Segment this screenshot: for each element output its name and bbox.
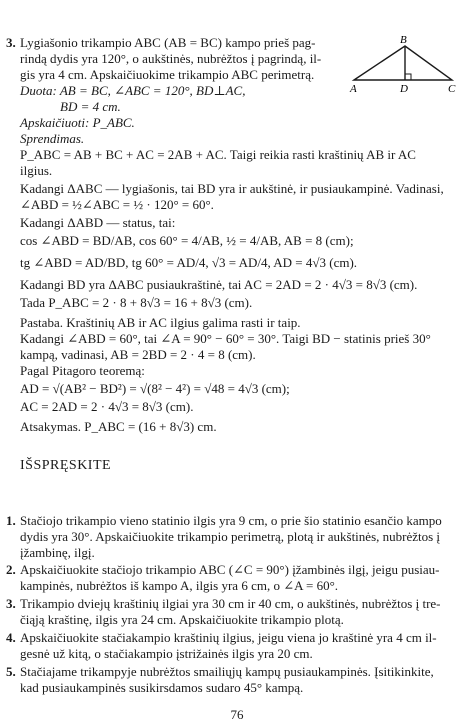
given-line: Duota: AB = BC, ∠ABC = 120°, BD⊥AC, xyxy=(20,83,246,98)
exercise-line: kampinės, nubrėžtos iš kampo A, ilgis yra 6 cm, o ∠A = 60°. xyxy=(20,578,339,593)
right-angle-mark xyxy=(405,74,411,80)
exercise-number: 2. xyxy=(6,562,16,577)
example-line: Lygiašonio trikampio ABC (AB = BC) kampo prieš pag- xyxy=(20,35,316,50)
exercise-line: gesnė už kitą, o stačiakampio įstrižainės ilgis yra 20 cm. xyxy=(20,646,313,661)
exercise-number: 1. xyxy=(6,513,16,528)
label-b: B xyxy=(400,36,407,46)
triangle-abc xyxy=(354,46,452,80)
solution-line: Kadangi ΔABC — lygiašonis, tai BD yra ir aukštinė, ir pusiaukampinė. Vadinasi, xyxy=(20,181,444,196)
note-line: Pastaba. Kraštinių AB ir AC ilgius galima rasti ir taip. xyxy=(20,315,301,330)
solution-line: Kadangi ΔABD — status, tai: xyxy=(20,215,176,230)
exercise-line: kad pusiaukampinės susikirsdamos sudaro 45° kampą. xyxy=(20,680,304,695)
example-number: 3. xyxy=(6,35,16,50)
exercise-line: dydis yra 30°. Apskaičiuokite trikampio perimetrą, plotą ir aukštinės, nubrėžtos į xyxy=(20,529,441,544)
solution-line: Tada P_ABC = 2 · 8 + 8√3 = 16 + 8√3 (cm). xyxy=(20,295,253,310)
given-line: BD = 4 cm. xyxy=(60,99,121,114)
triangle-figure xyxy=(348,36,460,94)
note-line: kampą, vadinasi, AB = 2BD = 2 · 4 = 8 (cm). xyxy=(20,347,256,362)
solution-line: ilgius. xyxy=(20,163,53,178)
label-c: C xyxy=(448,83,456,94)
label-a: A xyxy=(350,83,357,94)
example-line: rindą dydis yra 120°, o aukštinės, nubrėžtos į pagrindą, il- xyxy=(20,51,322,66)
solution-line: Kadangi BD yra ΔABC pusiaukraštinė, tai AC = 2AD = 2 · 4√3 = 8√3 (cm). xyxy=(20,277,418,292)
solution-line: ∠ABD = ½∠ABC = ½ · 120° = 60°. xyxy=(20,197,214,212)
note-line: Kadangi ∠ABD = 60°, tai ∠A = 90° − 60° = 30°. Taigi BD − statinis prieš 30° xyxy=(20,331,431,346)
exercise-line: įžambinę, ilgį. xyxy=(20,545,95,560)
example-line: gis yra 4 cm. Apskaičiuokime trikampio ABC perimetrą. xyxy=(20,67,315,82)
exercise-line: Trikampio dviejų kraštinių ilgiai yra 30 cm ir 40 cm, o aukštinės, nubrėžtos į tre- xyxy=(20,596,441,611)
find-line: Apskaičiuoti: P_ABC. xyxy=(20,115,135,130)
exercise-line: čiąją kraštinę, ilgis yra 24 cm. Apskaičiuokite trikampio plotą. xyxy=(20,612,344,627)
formula-line: AC = 2AD = 2 · 4√3 = 8√3 (cm). xyxy=(20,399,194,414)
formula-line: tg ∠ABD = AD/BD, tg 60° = AD/4, √3 = AD/4, AD = 4√3 (cm). xyxy=(20,255,358,270)
solution-line: P_ABC = AB + BC + AC = 2AB + AC. Taigi reikia rasti kraštinių AB ir AC xyxy=(20,147,416,162)
section-heading: IŠSPRĘSKITE xyxy=(20,458,112,473)
solution-label: Sprendimas. xyxy=(20,131,85,146)
exercise-line: Apskaičiuokite stačiojo trikampio ABC (∠C = 90°) įžambinės ilgį, jeigu pusiau- xyxy=(20,562,440,577)
exercise-number: 5. xyxy=(6,664,16,679)
exercise-line: Stačiajame trikampyje nubrėžtos smailiųjų kampų pusiaukampinės. Įsitikinkite, xyxy=(20,664,434,679)
note-line: Pagal Pitagoro teoremą: xyxy=(20,363,145,378)
label-d: D xyxy=(400,83,408,94)
answer-line: Atsakymas. P_ABC = (16 + 8√3) cm. xyxy=(20,419,217,434)
formula-line: AD = √(AB² − BD²) = √(8² − 4²) = √48 = 4√3 (cm); xyxy=(20,381,290,396)
formula-line: cos ∠ABD = BD/AB, cos 60° = 4/AB, ½ = 4/AB, AB = 8 (cm); xyxy=(20,233,354,248)
page-number: 76 xyxy=(230,707,244,722)
exercise-line: Stačiojo trikampio vieno statinio ilgis yra 9 cm, o prie šio statinio esančio kampo xyxy=(20,513,442,528)
exercise-number: 3. xyxy=(6,596,16,611)
exercise-number: 4. xyxy=(6,630,16,645)
exercise-line: Apskaičiuokite stačiakampio kraštinių ilgius, jeigu viena jo kraštinė yra 4 cm il- xyxy=(20,630,437,645)
